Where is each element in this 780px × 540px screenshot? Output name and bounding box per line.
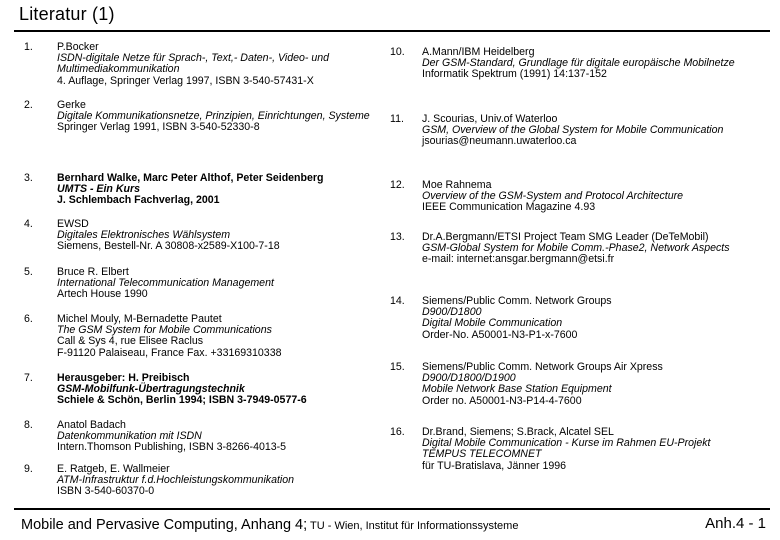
reference-line: Mobile Network Base Station Equipment	[422, 383, 612, 396]
reference-number: 6.	[24, 313, 33, 325]
reference-number: 13.	[390, 231, 405, 243]
reference-line: für TU-Bratislava, Jänner 1996	[422, 459, 567, 472]
reference-body	[422, 180, 768, 214]
footer-course-title: Mobile and Pervasive Computing, Anhang 4;	[21, 517, 308, 533]
reference-line: Siemens/Public Comm. Network Groups Air Xpress	[422, 361, 663, 373]
reference-line: UMTS - Ein Kurs	[57, 183, 140, 196]
reference-line: F-91120 Palaiseau, France Fax. +33169310338	[57, 346, 282, 359]
reference-line: P.Bocker	[57, 41, 99, 53]
reference-line: EWSD	[57, 218, 89, 230]
reference-body	[57, 420, 375, 454]
reference-line: ATM-Infrastruktur f.d.Hochleistungskommunikation	[57, 474, 295, 487]
reference-line: Michel Mouly, M-Bernadette Pautet	[57, 313, 222, 325]
reference-line: GSM, Overview of the Global System for Mobile Communication	[422, 124, 724, 137]
reference-number: 7.	[24, 372, 33, 384]
reference-line: Overview of the GSM-System and Protocol Architecture	[422, 190, 684, 203]
reference-line: J. Scourias, Univ.of Waterloo	[422, 113, 558, 125]
reference-number: 9.	[24, 463, 33, 475]
reference-line: International Telecommunication Management	[57, 277, 274, 290]
reference-number: 5.	[24, 266, 33, 278]
reference-body	[57, 267, 375, 301]
reference-line: D900/D1800	[422, 306, 482, 319]
reference-line: J. Schlembach Fachverlag, 2001	[57, 194, 220, 207]
reference-line: Bruce R. Elbert	[57, 266, 129, 278]
reference-number: 8.	[24, 419, 33, 431]
reference-line: Digitales Elektronisches Wählsystem	[57, 229, 231, 242]
footer-institute: TU - Wien, Institut für Informationssysteme	[307, 520, 519, 532]
reference-line: Anatol Badach	[57, 419, 126, 431]
reference-number: 15.	[390, 361, 405, 373]
reference-line: Datenkommunikation mit ISDN	[57, 430, 202, 443]
reference-body	[57, 42, 375, 87]
reference-line: Siemens, Bestell-Nr. A 30808-x2589-X100-7-18	[57, 240, 280, 253]
reference-body	[57, 100, 375, 134]
reference-line: A.Mann/IBM Heidelberg	[422, 46, 535, 58]
reference-number: 16.	[390, 426, 405, 438]
reference-line: e-mail: internet:ansgar.bergmann@etsi.fr	[422, 253, 615, 266]
reference-number: 12.	[390, 179, 405, 191]
reference-line: The GSM System for Mobile Communications	[57, 324, 272, 337]
reference-line: D900/D1800/D1900	[422, 372, 516, 385]
reference-body	[422, 296, 768, 341]
reference-line: 4. Auflage, Springer Verlag 1997, ISBN 3-540-57431-X	[57, 74, 314, 87]
page-title: Literatur (1)	[19, 4, 115, 24]
top-divider	[14, 30, 770, 32]
reference-body	[57, 464, 375, 498]
reference-line: Order no. A50001-N3-P14-4-7600	[422, 394, 582, 407]
reference-line: Order-No. A50001-N3-P1-x-7600	[422, 328, 578, 341]
reference-line: Bernhard Walke, Marc Peter Althof, Peter Seidenberg	[57, 172, 324, 184]
reference-body	[57, 219, 375, 253]
reference-line: GSM-Mobilfunk-Übertragungstechnik	[57, 383, 245, 396]
reference-line: Siemens/Public Comm. Network Groups	[422, 295, 612, 307]
reference-number: 3.	[24, 172, 33, 184]
reference-line: Moe Rahnema	[422, 179, 492, 191]
reference-number: 14.	[390, 295, 405, 307]
reference-line: Intern.Thomson Publishing, ISBN 3-8266-4013-5	[57, 441, 287, 454]
reference-line: E. Ratgeb, E. Wallmeier	[57, 463, 170, 475]
reference-line: Digital Mobile Communication	[422, 317, 563, 330]
reference-number: 10.	[390, 46, 405, 58]
reference-line: Digitale Kommunikationsnetze, Prinzipien, Einrichtungen, Systeme	[57, 110, 370, 123]
reference-number: 2.	[24, 99, 33, 111]
reference-line: ISBN 3-540-60370-0	[57, 485, 155, 498]
reference-line: jsourias@neumann.uwaterloo.ca	[422, 135, 577, 148]
reference-line: Schiele & Schön, Berlin 1994; ISBN 3-7949-0577-6	[57, 394, 307, 407]
bottom-divider	[14, 508, 770, 510]
reference-line: GSM-Global System for Mobile Comm.-Phase2, Network Aspects	[422, 242, 730, 255]
footer-course	[21, 516, 518, 533]
reference-line: ISDN-digitale Netze für Sprach-, Text,- Daten-, Video- und Multimediakommunikation	[57, 52, 330, 76]
page-number: Anh.4 - 1	[705, 515, 766, 532]
reference-body	[57, 173, 375, 207]
reference-line: Informatik Spektrum (1991) 14:137-152	[422, 68, 607, 81]
reference-line: Dr.Brand, Siemens; S.Brack, Alcatel SEL	[422, 426, 614, 438]
reference-line: Springer Verlag 1991, ISBN 3-540-52330-8	[57, 121, 260, 134]
reference-body	[422, 232, 768, 266]
reference-number: 1.	[24, 41, 33, 53]
reference-body	[422, 114, 768, 148]
reference-body	[57, 314, 375, 359]
reference-number: 4.	[24, 218, 33, 230]
reference-line: Gerke	[57, 99, 86, 111]
reference-body	[57, 373, 375, 407]
reference-body	[422, 47, 768, 81]
reference-line: Artech House 1990	[57, 288, 148, 301]
reference-line: Dr.A.Bergmann/ETSI Project Team SMG Leader (DeTeMobil)	[422, 231, 709, 243]
reference-line: Herausgeber: H. Preibisch	[57, 372, 190, 384]
reference-body	[422, 427, 768, 472]
reference-line: Der GSM-Standard, Grundlage für digitale europäische Mobilnetze	[422, 57, 735, 70]
reference-line: TEMPUS TELECOMNET	[422, 448, 542, 461]
reference-number: 11.	[390, 113, 404, 125]
reference-line: IEEE Communication Magazine 4.93	[422, 201, 596, 214]
reference-line: Digital Mobile Communication - Kurse im Rahmen EU-Projekt	[422, 437, 711, 450]
reference-body	[422, 362, 768, 407]
reference-line: Call & Sys 4, rue Elisee Raclus	[57, 335, 204, 348]
